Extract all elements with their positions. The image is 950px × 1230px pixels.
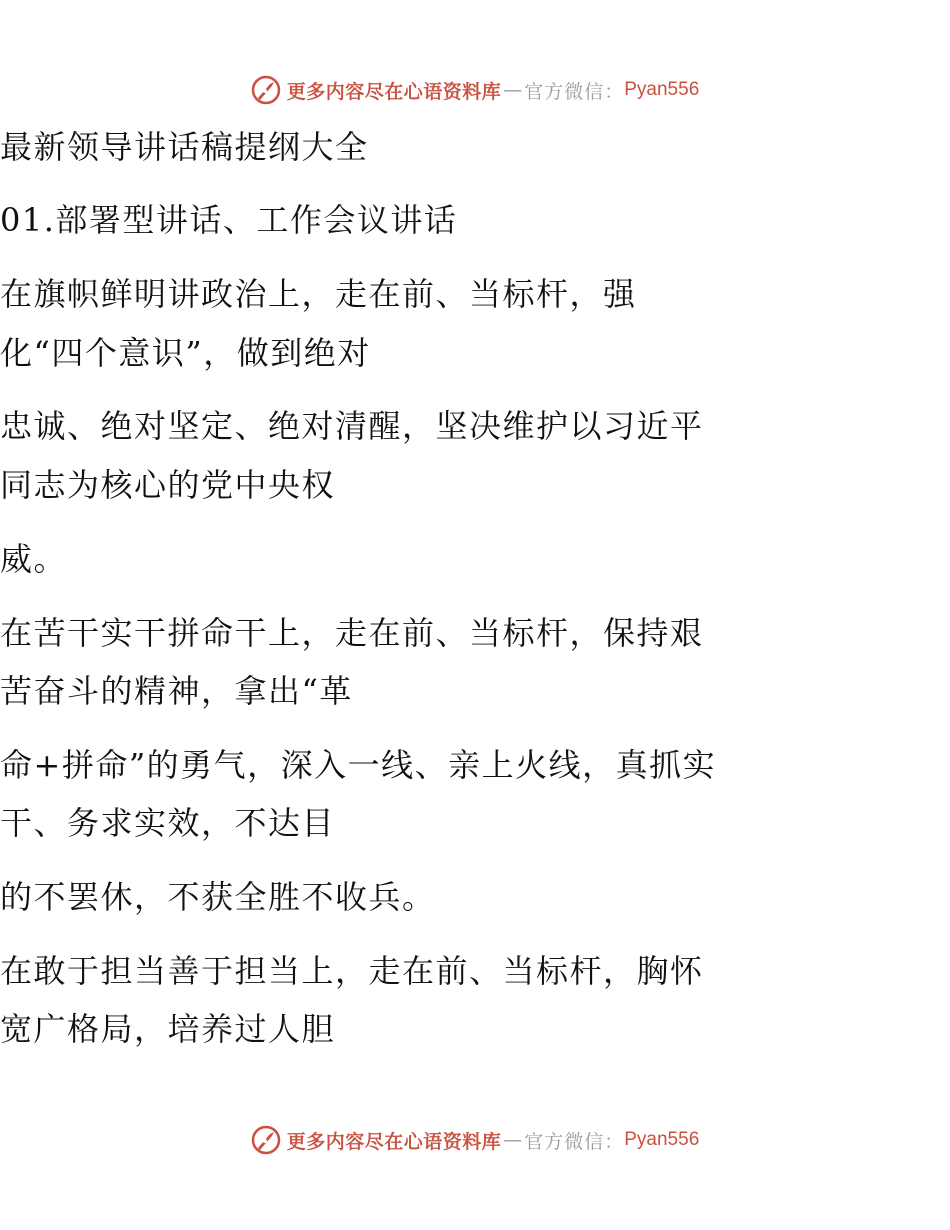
watermark-wechat-id: Pyan556	[624, 79, 700, 100]
pen-nib-logo-icon	[251, 75, 281, 105]
document-title: 最新领导讲话稿提纲大全	[0, 128, 369, 166]
paragraph-line: 宽广格局，培养过人胆	[0, 1010, 336, 1048]
watermark-wechat-id: Pyan556	[624, 1129, 700, 1150]
paragraph-line: 同志为核心的党中央权	[0, 466, 336, 504]
watermark-official-label: 官方微信：	[524, 1130, 625, 1153]
paragraph-line: 干、务求实效，不达目	[0, 804, 336, 842]
paragraph-line: 的不罢休，不获全胜不收兵。	[0, 878, 436, 916]
paragraph-line: 威。	[0, 540, 68, 578]
pen-nib-logo-icon	[251, 1125, 281, 1155]
watermark-text: 更多内容尽在心语资料库	[286, 1130, 502, 1153]
paragraph-line: 苦奋斗的精神，拿出“革	[0, 672, 353, 710]
footer-watermark	[0, 1120, 950, 1160]
header-watermark	[0, 70, 950, 110]
watermark-dash: —	[503, 79, 523, 101]
watermark-official-label: 官方微信：	[524, 80, 625, 103]
watermark-dash: —	[503, 1129, 523, 1151]
section-heading: 01.部署型讲话、工作会议讲话	[0, 201, 458, 239]
watermark-text: 更多内容尽在心语资料库	[286, 80, 502, 103]
paragraph-line: 化“四个意识”，做到绝对	[0, 334, 371, 372]
paragraph-line: 命+拼命”的勇气，深入一线、亲上火线，真抓实	[0, 746, 717, 784]
paragraph-line: 在敢于担当善于担当上，走在前、当标杆，胸怀	[0, 952, 704, 990]
paragraph-line: 忠诚、绝对坚定、绝对清醒，坚决维护以习近平	[0, 407, 704, 445]
paragraph-line: 在旗帜鲜明讲政治上，走在前、当标杆，强	[0, 275, 637, 313]
paragraph-line: 在苦干实干拼命干上，走在前、当标杆，保持艰	[0, 614, 704, 652]
